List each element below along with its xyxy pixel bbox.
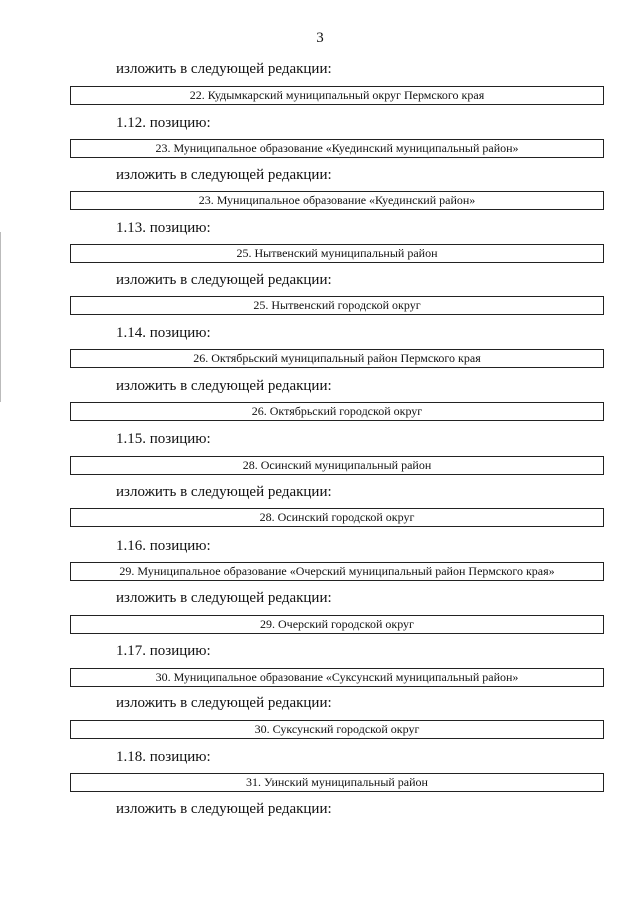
position-box: 29. Очерский городской округ bbox=[70, 615, 604, 634]
item-heading: 1.14. позицию: bbox=[116, 325, 211, 341]
instruction-text: изложить в следующей редакции: bbox=[116, 61, 332, 77]
instruction-text: изложить в следующей редакции: bbox=[116, 484, 332, 500]
position-box: 31. Уинский муниципальный район bbox=[70, 773, 604, 792]
position-box: 22. Кудымкарский муниципальный округ Пермского края bbox=[70, 86, 604, 105]
instruction-text: изложить в следующей редакции: bbox=[116, 590, 332, 606]
position-box: 28. Осинский муниципальный район bbox=[70, 456, 604, 475]
position-box: 23. Муниципальное образование «Куединский муниципальный район» bbox=[70, 139, 604, 158]
position-box: 26. Октябрьский муниципальный район Пермского края bbox=[70, 349, 604, 368]
position-box: 28. Осинский городской округ bbox=[70, 508, 604, 527]
position-box: 23. Муниципальное образование «Куединский район» bbox=[70, 191, 604, 210]
item-heading: 1.12. позицию: bbox=[116, 115, 211, 131]
instruction-text: изложить в следующей редакции: bbox=[116, 272, 332, 288]
item-heading: 1.18. позицию: bbox=[116, 749, 211, 765]
instruction-text: изложить в следующей редакции: bbox=[116, 695, 332, 711]
item-heading: 1.16. позицию: bbox=[116, 538, 211, 554]
position-box: 25. Нытвенский городской округ bbox=[70, 296, 604, 315]
instruction-text: изложить в следующей редакции: bbox=[116, 167, 332, 183]
position-box: 25. Нытвенский муниципальный район bbox=[70, 244, 604, 263]
position-box: 29. Муниципальное образование «Очерский муниципальный район Пермского края» bbox=[70, 562, 604, 581]
item-heading: 1.15. позицию: bbox=[116, 431, 211, 447]
position-box: 26. Октябрьский городской округ bbox=[70, 402, 604, 421]
item-heading: 1.13. позицию: bbox=[116, 220, 211, 236]
position-box: 30. Суксунский городской округ bbox=[70, 720, 604, 739]
page-number: 3 bbox=[316, 30, 324, 46]
instruction-text: изложить в следующей редакции: bbox=[116, 801, 332, 817]
scan-edge-line bbox=[0, 232, 1, 402]
item-heading: 1.17. позицию: bbox=[116, 643, 211, 659]
instruction-text: изложить в следующей редакции: bbox=[116, 378, 332, 394]
position-box: 30. Муниципальное образование «Суксунский муниципальный район» bbox=[70, 668, 604, 687]
